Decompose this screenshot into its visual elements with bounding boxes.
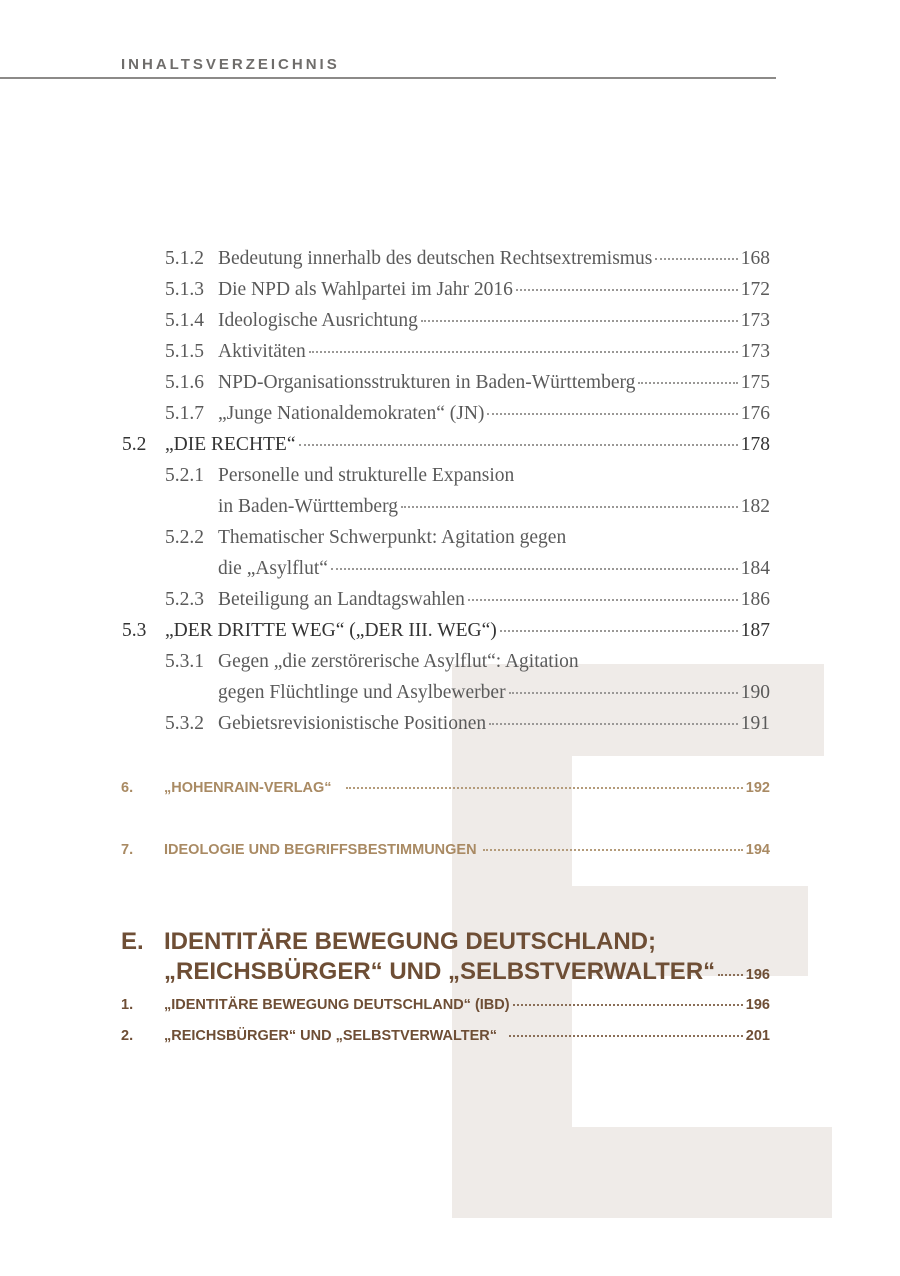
toc-entry-page: 186: [740, 589, 770, 610]
toc-entry-number: 5.2.2: [165, 527, 204, 548]
toc-entry-title: Thematischer Schwerpunkt: Agitation gegen: [218, 527, 567, 548]
leader-dots: [638, 382, 737, 384]
part-number: E.: [121, 928, 144, 955]
toc-entry-page: 178: [740, 434, 770, 455]
toc-chapter-entry[interactable]: [121, 1028, 770, 1044]
toc-entry-title: Ideologische Ausrichtung: [218, 310, 418, 331]
toc-entry[interactable]: [165, 713, 770, 735]
toc-section-entry[interactable]: [122, 434, 770, 456]
toc-entry-number: 5.3.2: [165, 713, 204, 734]
toc-entry[interactable]: [165, 372, 770, 394]
leader-dots: [331, 568, 738, 570]
leader-dots: [516, 289, 738, 291]
toc-entry[interactable]: [165, 310, 770, 332]
part-title-line1[interactable]: IDENTITÄRE BEWEGUNG DEUTSCHLAND;: [164, 928, 656, 955]
part-title-cont: „REICHSBÜRGER“ UND „SELBSTVERWALTER“: [164, 958, 716, 985]
toc-entry-number: 5.3.1: [165, 651, 204, 672]
toc-entry-line1[interactable]: [165, 465, 770, 487]
toc-entry[interactable]: [165, 248, 770, 270]
leader-dots: [346, 787, 743, 789]
toc-entry-title: Gebietsrevisionistische Positionen: [218, 713, 487, 734]
toc-entry-page: 168: [740, 248, 770, 269]
toc-entry-page: 184: [740, 558, 770, 579]
toc-entry-page: 191: [740, 713, 770, 734]
toc-entry-number: 5.2.3: [165, 589, 204, 610]
toc-entry-page: 201: [745, 1028, 770, 1044]
leader-dots: [468, 599, 738, 601]
leader-dots: [401, 506, 738, 508]
toc-entry[interactable]: [165, 589, 770, 611]
toc-entry-page: 173: [740, 310, 770, 331]
toc-entry-title: „Junge Nationaldemokraten“ (JN): [218, 403, 485, 424]
toc-entry-page: 175: [740, 372, 770, 393]
toc-entry-number: 7.: [121, 842, 134, 858]
toc-entry-line1[interactable]: [165, 527, 770, 549]
toc-entry-page: 194: [745, 842, 770, 858]
toc-chapter-entry[interactable]: [121, 842, 770, 858]
toc-entry-page: 173: [740, 341, 770, 362]
toc-entry[interactable]: [165, 279, 770, 301]
toc-entry-page: 190: [740, 682, 770, 703]
toc-entry-line1[interactable]: [165, 651, 770, 673]
toc-entry-line2[interactable]: [218, 682, 770, 704]
toc-entry-number: 5.3: [122, 620, 147, 641]
toc-entry-number: 5.1.3: [165, 279, 204, 300]
toc-entry-number: 5.2.1: [165, 465, 204, 486]
toc-entry-number: 6.: [121, 780, 134, 796]
leader-dots: [483, 849, 743, 851]
toc-entry-title: „REICHSBÜRGER“ UND „SELBSTVERWALTER“: [164, 1028, 497, 1044]
toc-entry-title-cont: die „Asylflut“: [218, 558, 328, 579]
toc-entry-title: „DIE RECHTE“: [165, 434, 296, 455]
toc-entry-page: 187: [740, 620, 770, 641]
toc-entry-title: NPD-Organisationsstrukturen in Baden-Württemberg: [218, 372, 636, 393]
toc-entry-number: 5.1.2: [165, 248, 204, 269]
toc-entry-title: „HOHENRAIN-VERLAG“: [164, 780, 332, 796]
toc-entry-title: Beteiligung an Landtagswahlen: [218, 589, 465, 610]
toc-entry-number: 5.1.5: [165, 341, 204, 362]
toc-entry-title: Bedeutung innerhalb des deutschen Rechtsextremismus: [218, 248, 653, 269]
running-header: INHALTSVERZEICHNIS: [121, 56, 340, 73]
toc-entry-line2[interactable]: [218, 496, 770, 518]
toc-section-entry[interactable]: [122, 620, 770, 642]
toc-entry-title: Aktivitäten: [218, 341, 306, 362]
toc-entry-title: „DER DRITTE WEG“ („DER III. WEG“): [165, 620, 497, 641]
toc-entry[interactable]: [165, 403, 770, 425]
toc-entry-title: Gegen „die zerstörerische Asylflut“: Agitation: [218, 651, 579, 672]
toc-entry-number: 2.: [121, 1028, 134, 1044]
toc-entry-page: 172: [740, 279, 770, 300]
toc-entry-title: Die NPD als Wahlpartei im Jahr 2016: [218, 279, 513, 300]
toc-entry-page: 196: [745, 967, 770, 983]
leader-dots: [509, 1035, 743, 1037]
leader-dots: [500, 630, 738, 632]
toc-entry-title-cont: in Baden-Württemberg: [218, 496, 398, 517]
leader-dots: [489, 723, 738, 725]
leader-dots: [299, 444, 738, 446]
toc-entry-number: 5.1.6: [165, 372, 204, 393]
leader-dots: [487, 413, 737, 415]
toc-entry-number: 1.: [121, 997, 134, 1013]
toc-entry-page: 176: [740, 403, 770, 424]
toc-entry-title: IDEOLOGIE UND BEGRIFFSBESTIMMUNGEN: [164, 842, 477, 858]
leader-dots: [718, 974, 743, 976]
part-title-line2[interactable]: [164, 958, 770, 986]
leader-dots: [513, 1004, 743, 1006]
toc-entry-line2[interactable]: [218, 558, 770, 580]
toc-entry-page: 196: [745, 997, 770, 1013]
toc-entry-number: 5.2: [122, 434, 147, 455]
toc-chapter-entry[interactable]: [121, 997, 770, 1013]
toc-entry-title: „IDENTITÄRE BEWEGUNG DEUTSCHLAND“ (IBD): [164, 997, 510, 1013]
leader-dots: [655, 258, 737, 260]
toc-entry-title-cont: gegen Flüchtlinge und Asylbewerber: [218, 682, 506, 703]
toc-entry-page: 192: [745, 780, 770, 796]
leader-dots: [421, 320, 738, 322]
toc-entry-page: 182: [740, 496, 770, 517]
toc-chapter-entry[interactable]: [121, 780, 770, 796]
leader-dots: [509, 692, 738, 694]
toc-entry[interactable]: [165, 341, 770, 363]
toc-entry-title: Personelle und strukturelle Expansion: [218, 465, 515, 486]
toc-entry-number: 5.1.7: [165, 403, 204, 424]
toc-entry-number: 5.1.4: [165, 310, 204, 331]
leader-dots: [309, 351, 738, 353]
